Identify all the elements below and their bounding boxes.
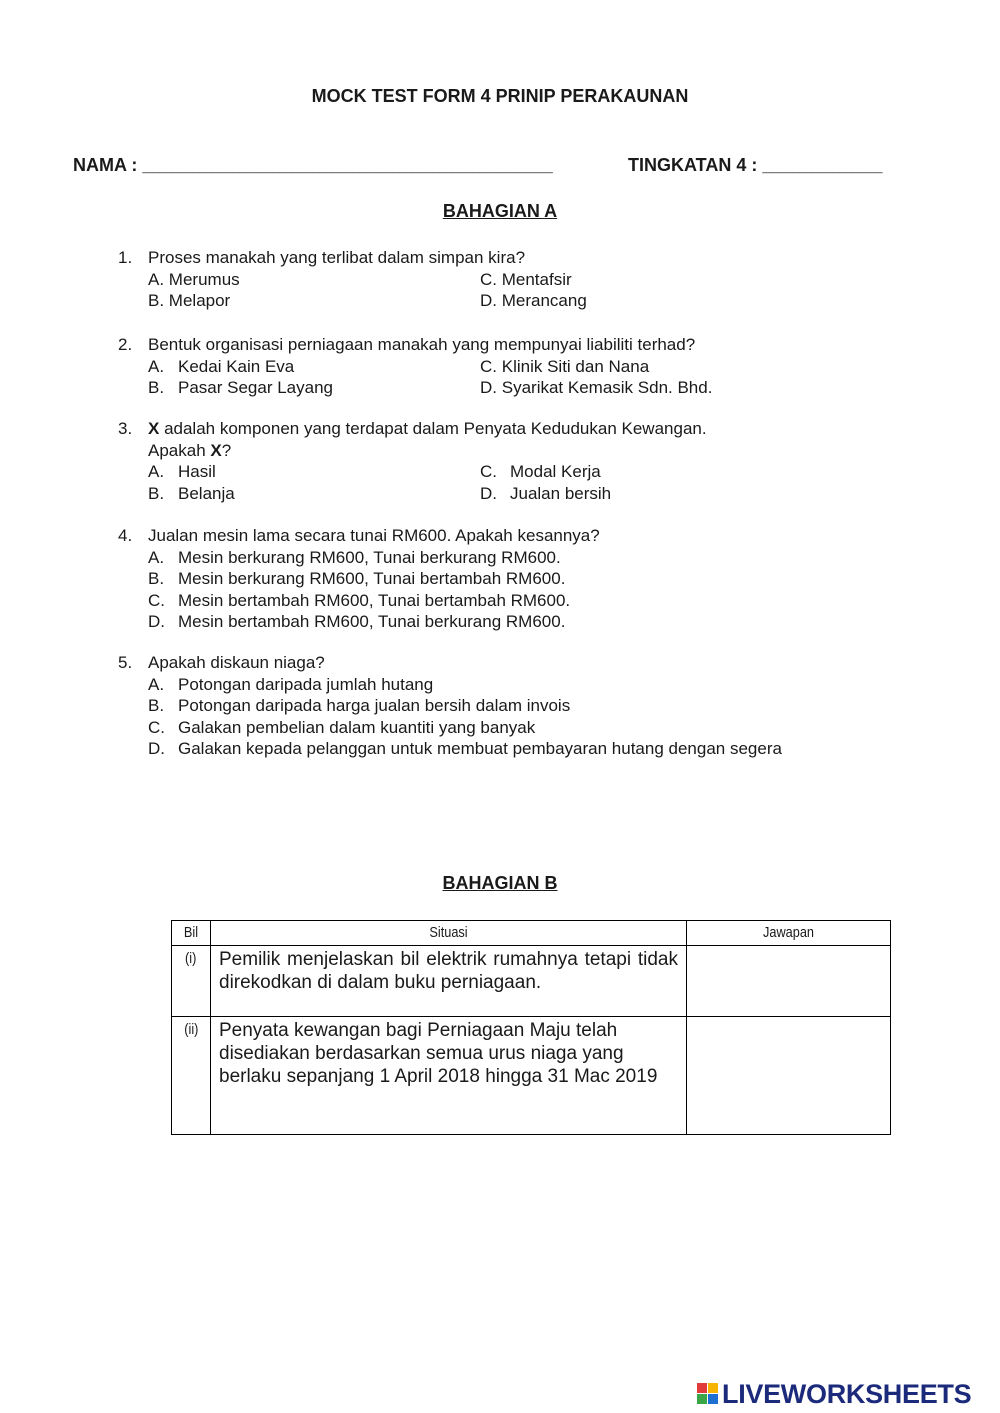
- option-a[interactable]: A. Hasil: [148, 462, 216, 481]
- column-header-jawapan: Jawapan: [687, 921, 891, 946]
- table-row: [172, 1017, 891, 1135]
- option-b[interactable]: B. Belanja: [148, 483, 235, 503]
- answer-options: [148, 461, 878, 504]
- answer-options: [148, 547, 878, 633]
- answer-options: [148, 356, 878, 399]
- question-stem: Apakah diskaun niaga?: [148, 653, 325, 672]
- question-number: 2.: [118, 335, 133, 354]
- row-situasi: Penyata kewangan bagi Perniagaan Maju telah disediakan berdasarkan semua urus niaga yang berlaku sepanjang 1 April 2018 hingga 31 Mac 2019: [211, 1017, 687, 1135]
- option-b[interactable]: B. Potongan daripada harga jualan bersih dalam invois: [148, 696, 571, 715]
- option-d[interactable]: D. Galakan kepada pelanggan untuk membuat pembayaran hutang dengan segera: [148, 739, 782, 758]
- question-stem: Jualan mesin lama secara tunai RM600. Apakah kesannya?: [148, 526, 600, 545]
- option-c[interactable]: C. Modal Kerja: [480, 462, 601, 481]
- answer-cell[interactable]: [687, 1017, 891, 1135]
- option-d[interactable]: D. Mesin bertambah RM600, Tunai berkurang RM600.: [148, 612, 566, 631]
- option-b[interactable]: B. Mesin berkurang RM600, Tunai bertambah RM600.: [148, 569, 566, 588]
- option-a[interactable]: A. Mesin berkurang RM600, Tunai berkurang RM600.: [148, 547, 561, 567]
- answer-options: [148, 674, 878, 760]
- column-header-situasi: Situasi: [211, 921, 687, 946]
- question-stem: Bentuk organisasi perniagaan manakah yang mempunyai liabiliti terhad?: [148, 335, 696, 354]
- option-d[interactable]: D. Jualan bersih: [480, 483, 612, 503]
- question-3: [118, 418, 878, 504]
- question-stem: Proses manakah yang terlibat dalam simpan kira?: [148, 248, 526, 267]
- option-b[interactable]: B. Pasar Segar Layang: [148, 378, 333, 397]
- table-header-row: [172, 921, 891, 946]
- logo-mark-icon: [697, 1383, 719, 1405]
- class-field[interactable]: TINGKATAN 4 : ____________: [628, 155, 883, 175]
- situation-table: [171, 920, 891, 1135]
- liveworksheets-logo: [697, 1378, 972, 1409]
- row-bil: (i): [172, 946, 211, 1017]
- option-a[interactable]: A. Potongan daripada jumlah hutang: [148, 674, 434, 694]
- option-c[interactable]: C. Mentafsir: [480, 269, 572, 289]
- table-row: [172, 946, 891, 1017]
- row-situasi: Pemilik menjelaskan bil elektrik rumahnya tetapi tidak direkodkan di dalam buku perniagaan.: [211, 946, 687, 1017]
- question-4: [118, 525, 878, 633]
- option-d[interactable]: D. Merancang: [480, 291, 587, 310]
- option-b[interactable]: B. Melapor: [148, 291, 231, 310]
- question-1: [118, 247, 878, 312]
- logo-text: LIVEWORKSHEETS: [722, 1378, 972, 1409]
- option-a[interactable]: A. Kedai Kain Eva: [148, 356, 295, 376]
- option-c[interactable]: C. Klinik Siti dan Nana: [480, 356, 650, 376]
- answer-cell[interactable]: [687, 946, 891, 1017]
- question-number: 1.: [118, 248, 133, 267]
- question-number: 4.: [118, 526, 133, 545]
- question-number: 5.: [118, 653, 133, 672]
- section-a-heading: BAHAGIAN A: [442, 201, 558, 221]
- name-field[interactable]: NAMA : _________________________________________: [73, 155, 553, 175]
- section-b-heading: BAHAGIAN B: [442, 873, 558, 893]
- option-c[interactable]: C. Mesin bertambah RM600, Tunai bertambah RM600.: [148, 590, 571, 610]
- document-title: MOCK TEST FORM 4 PRINIP PERAKAUNAN: [311, 86, 689, 106]
- question-number: 3.: [118, 419, 133, 438]
- question-5: [118, 652, 878, 760]
- option-c[interactable]: C. Galakan pembelian dalam kuantiti yang banyak: [148, 717, 536, 737]
- column-header-bil: Bil: [172, 921, 211, 946]
- option-d[interactable]: D. Syarikat Kemasik Sdn. Bhd.: [480, 378, 713, 397]
- question-stem: X adalah komponen yang terdapat dalam Penyata Kedudukan Kewangan.: [148, 419, 707, 438]
- question-2: [118, 334, 878, 399]
- option-a[interactable]: A. Merumus: [148, 269, 240, 289]
- row-bil: (ii): [172, 1017, 211, 1135]
- answer-options: [148, 269, 878, 312]
- question-stem-line-2: Apakah X?: [148, 440, 232, 460]
